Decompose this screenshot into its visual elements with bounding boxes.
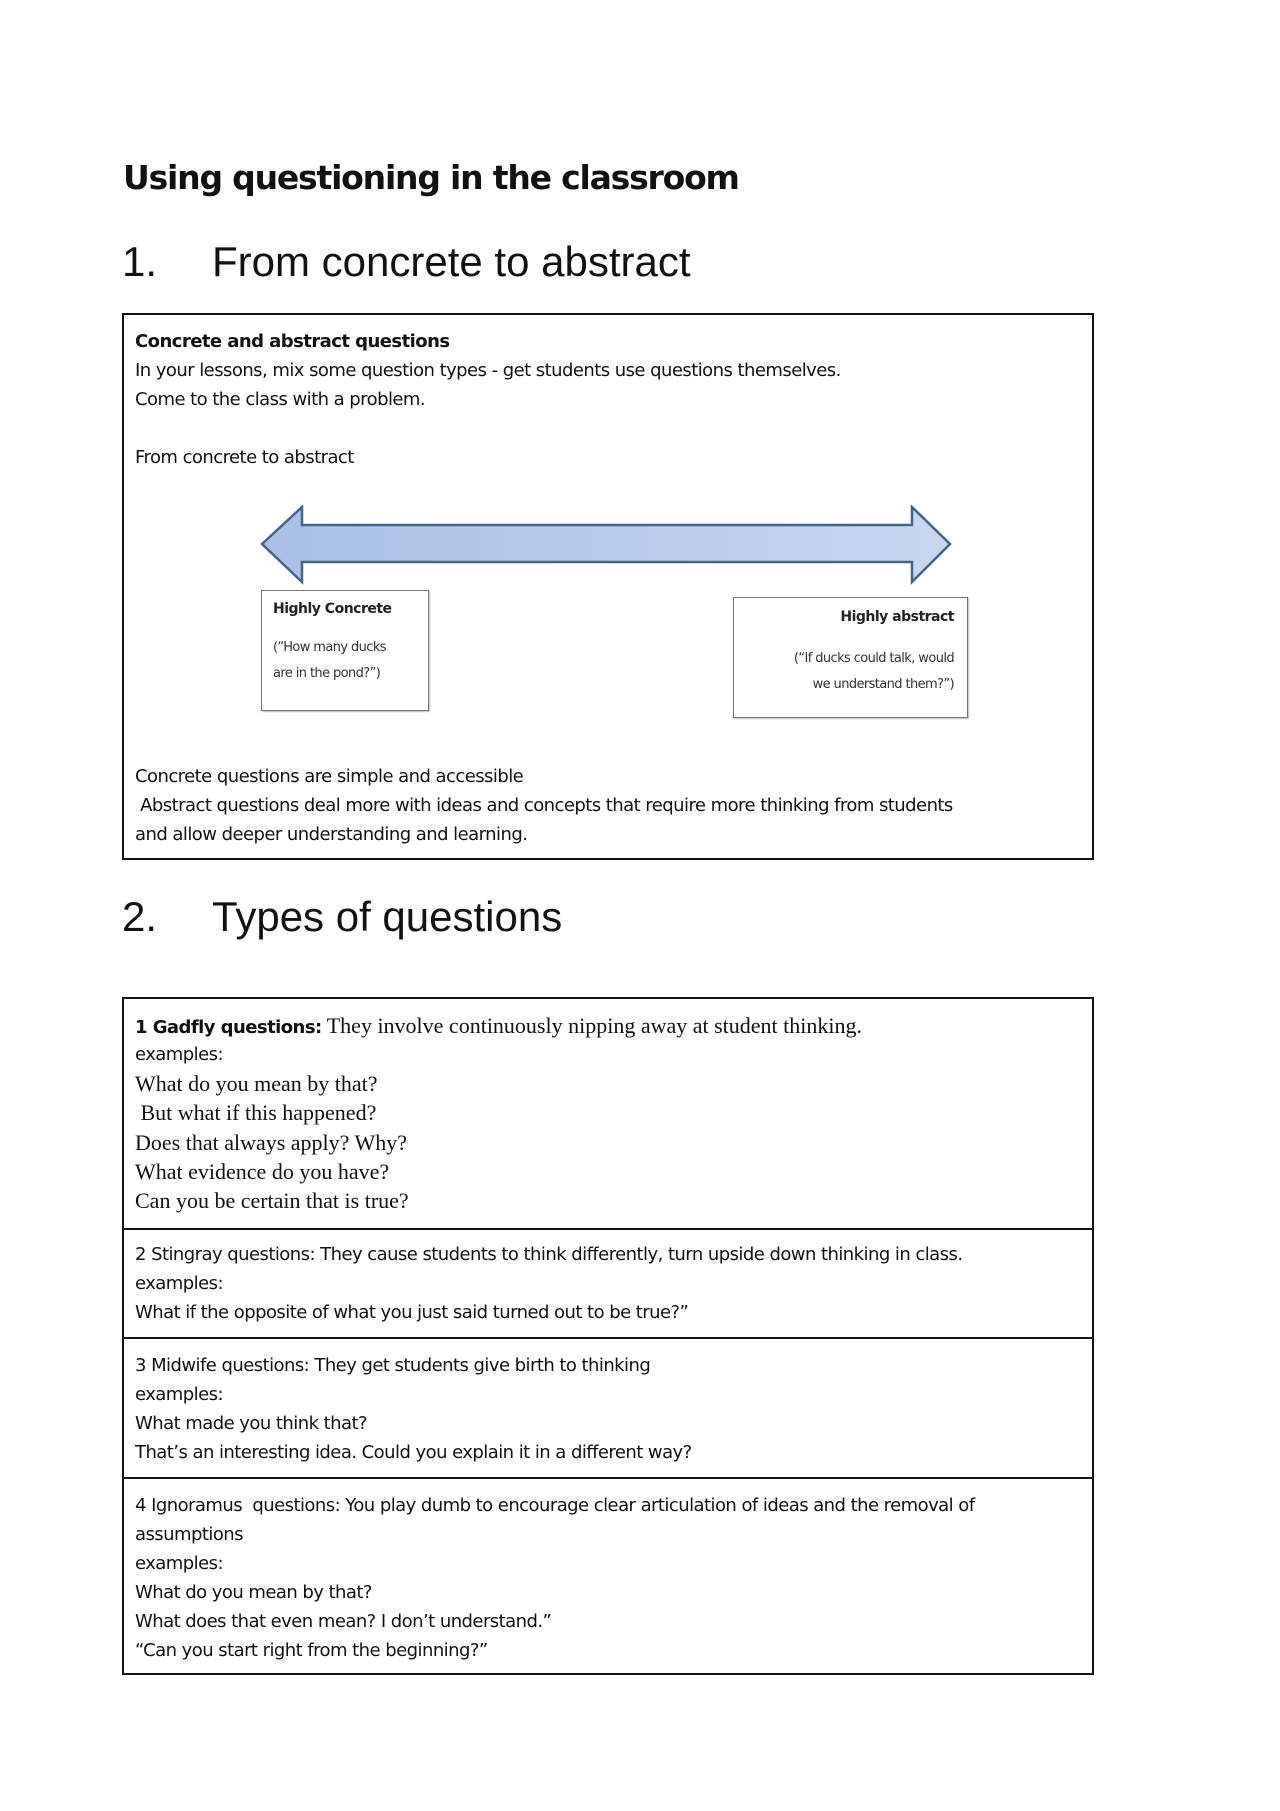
box-line: From concrete to abstract [135,447,354,468]
row-divider [124,1477,1092,1479]
document-title: Using questioning in the classroom [123,158,739,197]
question-types-table [122,997,1094,1675]
example-question: What do you mean by that? [135,1582,372,1603]
stingray-label: 2 Stingray questions: [135,1244,315,1265]
example-question: What does that even mean? I don’t understand.” [135,1611,552,1632]
double-arrow-icon [260,505,960,587]
midwife-label: 3 Midwife questions: [135,1355,310,1376]
highly-abstract-title: Highly abstract [840,609,954,625]
highly-concrete-title: Highly Concrete [273,601,392,617]
section-heading-2 [122,892,822,942]
ignoramus-heading [135,1491,975,1520]
stingray-description: They cause students to think differently, turn upside down thinking in class. [314,1244,963,1265]
examples-label: examples: [135,1273,223,1294]
ignoramus-description: You play dumb to encourage clear articulation of ideas and the removal of [340,1495,975,1516]
gadfly-heading [135,1011,862,1042]
examples-label: examples: [135,1044,223,1065]
section-number: 1. [122,238,158,285]
example-question: That’s an interesting idea. Could you explain it in a different way? [135,1442,692,1463]
highly-concrete-example: (“How many ducks [273,640,386,655]
example-question: What evidence do you have? [135,1159,390,1184]
row-divider [124,1337,1092,1339]
example-question: What do you mean by that? [135,1071,378,1096]
examples-label: examples: [135,1384,223,1405]
ignoramus-description-cont: assumptions [135,1524,243,1545]
midwife-description: They get students give birth to thinking [309,1355,651,1376]
highly-concrete-example: are in the pond?”) [273,666,381,681]
example-question: “Can you start right from the beginning?” [135,1640,488,1661]
row-divider [124,1228,1092,1230]
section-number: 2. [122,893,158,940]
ignoramus-label: 4 Ignoramus questions: [135,1495,341,1516]
concrete-abstract-box [122,313,1094,860]
section-heading-1 [122,237,822,287]
box-heading: Concrete and abstract questions [135,331,450,352]
examples-label: examples: [135,1553,223,1574]
example-question: But what if this happened? [135,1100,377,1125]
highly-concrete-box [261,590,429,711]
stingray-heading [135,1240,963,1269]
highly-abstract-example: we understand them?”) [812,677,954,692]
example-question: What made you think that? [135,1413,367,1434]
box-footer-line: Concrete questions are simple and accessible [135,766,524,787]
section-title: Types of questions [212,893,563,940]
box-line: In your lessons, mix some question types - get students use questions themselves. [135,360,841,381]
example-question: What if the opposite of what you just said turned out to be true?” [135,1302,689,1323]
box-footer-line: Abstract questions deal more with ideas and concepts that require more thinking from students [135,795,953,816]
highly-abstract-box [733,597,968,718]
midwife-heading [135,1351,650,1380]
highly-abstract-example: (“If ducks could talk, would [793,651,954,666]
gadfly-label: 1 Gadfly questions: [135,1017,322,1038]
section-title: From concrete to abstract [212,238,691,285]
example-question: Can you be certain that is true? [135,1188,409,1213]
gadfly-description: They involve continuously nipping away at student thinking. [321,1013,863,1038]
example-question: Does that always apply? Why? [135,1130,408,1155]
box-line: Come to the class with a problem. [135,389,426,410]
box-footer-line: and allow deeper understanding and learning. [135,824,528,845]
